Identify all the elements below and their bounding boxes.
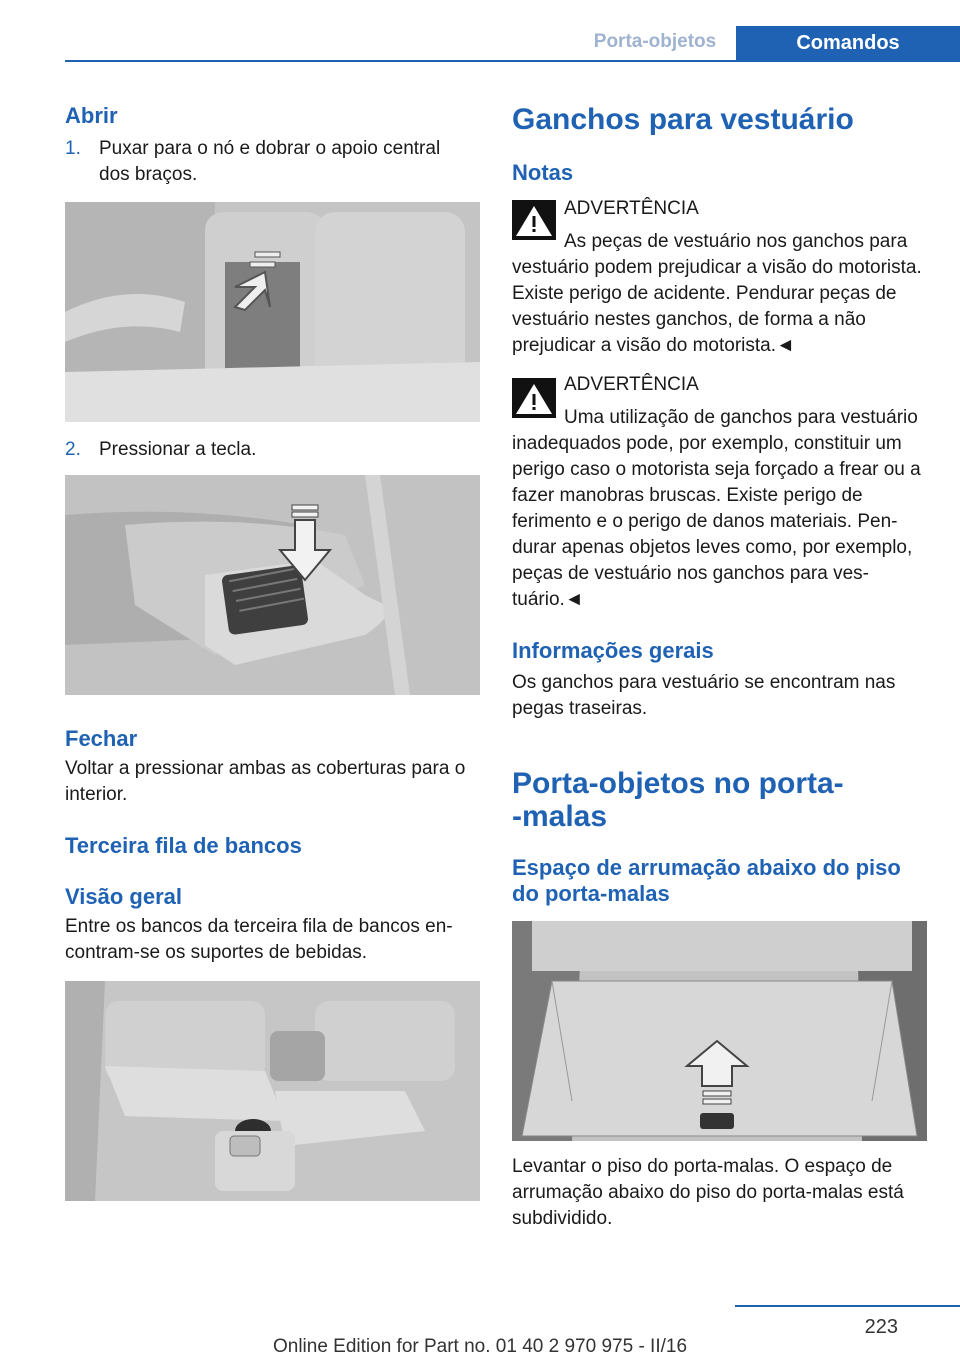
underfloor-storage-text: Levantar o piso do porta-malas. O espaço de arrumação abaixo do piso do porta-malas está subdividido.	[512, 1156, 904, 1229]
step-2-number: 2.	[65, 439, 81, 460]
notes-heading: Notas	[512, 160, 574, 185]
overview-heading: Visão geral	[65, 884, 182, 909]
header-rule	[65, 60, 960, 62]
edition-footer: Online Edition for Part no. 01 40 2 970 975 - II/16	[272, 1336, 688, 1357]
close-heading: Fechar	[65, 726, 138, 751]
trunk-storage-heading-line-1: Porta-objetos no porta-	[512, 767, 844, 800]
page-header	[0, 0, 960, 62]
trunk-storage-heading-line-2: -malas	[512, 800, 608, 833]
underfloor-storage-heading-line-1: Espaço de arrumação abaixo do piso	[512, 855, 901, 880]
close-text: Voltar a pressionar ambas as coberturas para o interior.	[65, 758, 466, 805]
armrest-fold-illustration	[65, 202, 480, 422]
step-2-text: Pressionar a tecla.	[99, 439, 257, 460]
general-info-heading: Informações gerais	[512, 638, 714, 663]
step-1-text: Puxar para o nó e dobrar o apoio central dos braços.	[99, 138, 441, 185]
section-tab[interactable]: Porta-objetos	[593, 31, 717, 52]
warning-1-text: As peças de vestuário nos ganchos para vestuário podem prejudicar a visão do motorista. Existe perigo de acidente. Pendurar peças de vestuário nestes ganchos, de forma a não prejudicar a visão do motorista.◄	[512, 231, 922, 356]
general-info-text: Os ganchos para vestuário se encontram nas pegas traseiras.	[512, 672, 896, 719]
trunk-floor-illustration	[512, 921, 927, 1141]
third-row-heading: Terceira fila de bancos	[65, 833, 302, 858]
third-row-cupholder-illustration	[65, 981, 480, 1201]
armrest-button-illustration	[65, 475, 480, 695]
warning-1-title: ADVERTÊNCIA	[564, 198, 699, 219]
underfloor-storage-heading-line-2: do porta-malas	[512, 881, 670, 906]
open-heading: Abrir	[65, 103, 118, 128]
hooks-heading: Ganchos para vestuário	[512, 103, 854, 136]
warning-2-text: Uma utilização de ganchos para vestuário inadequados pode, por exemplo, constituir um perigo caso o motorista seja forçado a frear ou a fazer manobras bruscas. Existe perigo de ferimento e o perigo de danos materiais. Pendurar apenas objetos leves como, por exemplo, peças de vestuário nos ganchos para vestuário.◄	[512, 407, 921, 610]
warning-2-title: ADVERTÊNCIA	[564, 374, 699, 395]
overview-text: Entre os bancos da terceira fila de bancos encontram-se os suportes de bebidas.	[65, 916, 453, 963]
chapter-tab[interactable]: Comandos	[736, 26, 960, 60]
step-1-number: 1.	[65, 138, 81, 159]
footer-rule	[735, 1305, 960, 1307]
page-number: 223	[864, 1316, 898, 1338]
